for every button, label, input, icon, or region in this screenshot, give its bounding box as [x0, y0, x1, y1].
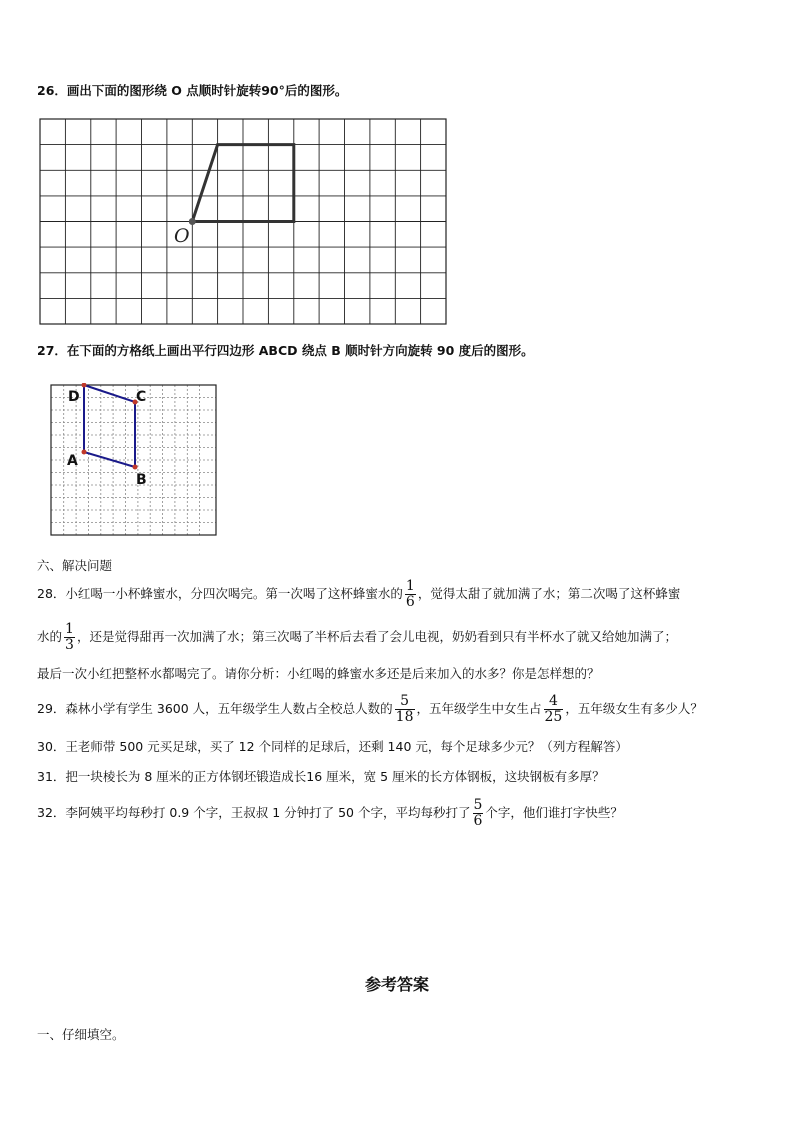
q32-frac-denominator: 6	[473, 813, 483, 829]
q29-fraction-1	[395, 694, 415, 725]
question-29	[37, 694, 703, 725]
question-30-text: 30．王老师带 500 元买足球，买了 12 个同样的足球后，还剩 140 元，每个足球多少元？（列方程解答）	[37, 739, 628, 754]
question-28-line-2	[37, 622, 677, 653]
q29-frac1-numerator: 5	[400, 693, 410, 709]
q32-text-a: 32．李阿姨平均每秒打 0.9 个字，王叔叔 1 分钟打了 50 个字，平均每秒打了	[37, 805, 471, 820]
q29-frac2-numerator: 4	[548, 693, 558, 709]
q32-frac-numerator: 5	[473, 797, 483, 813]
q27-label-c: C	[136, 389, 147, 405]
q27-label-a: A	[67, 453, 78, 469]
q28-text-1b: ，觉得太甜了就加满了水；第二次喝了这杯蜂蜜	[417, 586, 681, 601]
q27-label-d: D	[68, 389, 80, 405]
q26-grid-figure	[35, 113, 455, 328]
answers-section-1: 一、仔细填空。	[37, 1027, 125, 1042]
q29-text-a: 29．森林小学有学生 3600 人，五年级学生人数占全校总人数的	[37, 701, 393, 716]
q27-vertex-d	[82, 383, 87, 388]
question-31-text: 31．把一块棱长为 8 厘米的正方体钢坯锻造成长16 厘米，宽 5 厘米的长方体钢板，这块钢板有多厚？	[37, 769, 605, 784]
q28-fraction-1	[405, 579, 416, 610]
q29-fraction-2	[544, 694, 564, 725]
q28-frac2-numerator: 1	[65, 621, 74, 637]
question-28-line-3: 最后一次小红把整杯水都喝完了。请你分析：小红喝的蜂蜜水多还是后来加入的水多？你是怎样想的？	[37, 666, 600, 681]
section-6-heading: 六、解决问题	[37, 558, 113, 573]
answers-title: 参考答案	[364, 975, 429, 994]
q28-frac1-numerator: 1	[405, 578, 415, 594]
q28-text-2b: ，还是觉得甜再一次加满了水；第三次喝了半杯后去看了会儿电视，奶奶看到只有半杯水了就又给她加满了；	[76, 629, 677, 644]
q27-grid-figure	[47, 383, 222, 539]
q27-label-b: B	[136, 472, 147, 488]
q28-frac1-denominator: 6	[405, 594, 415, 610]
q29-frac2-denominator: 25	[544, 709, 563, 725]
q26-point-o	[189, 218, 196, 225]
q32-text-b: 个字，他们谁打字快些？	[485, 805, 623, 820]
q32-fraction	[473, 798, 484, 829]
q29-text-b: ，五年级学生中女生占	[416, 701, 542, 716]
q27-vertex-b	[133, 465, 138, 470]
question-28-line-1	[37, 579, 680, 610]
question-32	[37, 798, 623, 829]
q28-text-1a: 28．小红喝一小杯蜂蜜水，分四次喝完。第一次喝了这杯蜂蜜水的	[37, 586, 403, 601]
q29-text-c: ，五年级女生有多少人？	[565, 701, 703, 716]
q28-frac2-denominator: 3	[65, 637, 74, 653]
q28-text-2a: 水的	[37, 629, 63, 644]
q27-vertex-a	[82, 450, 87, 455]
question-26-text: 26．画出下面的图形绕 O 点顺时针旋转90°后的图形。	[37, 83, 348, 98]
q28-fraction-2	[64, 622, 75, 653]
q26-point-o-label: O	[174, 225, 190, 247]
question-27-text: 27．在下面的方格纸上画出平行四边形 ABCD 绕点 B 顺时针方向旋转 90 度后的图形。	[37, 343, 534, 358]
q29-frac1-denominator: 18	[395, 709, 414, 725]
